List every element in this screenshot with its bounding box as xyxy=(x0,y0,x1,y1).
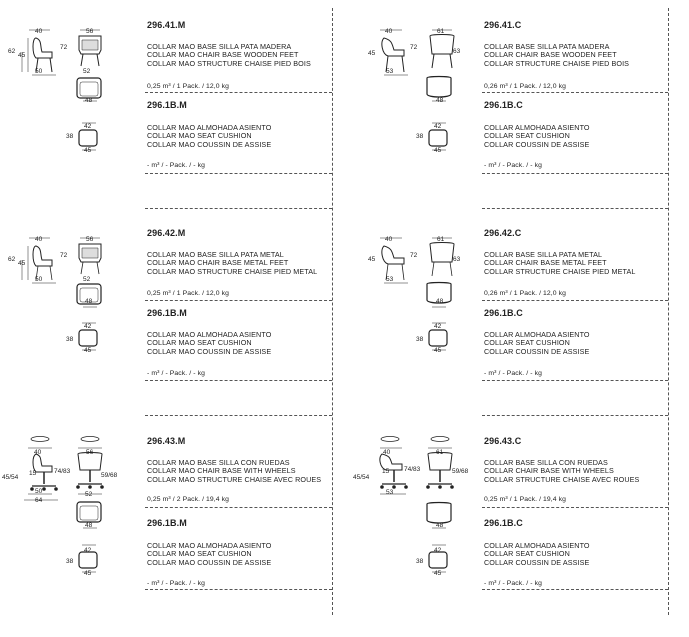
cushion-description: COLLAR MAO ALMOHADA ASIENTO COLLAR MAO SEAT CUSHION COLLAR MAO COUSSIN DE ASSISE xyxy=(147,330,272,356)
dimension-label: 63 xyxy=(453,48,461,55)
dimension-label: 45 xyxy=(368,256,376,263)
product-description: COLLAR BASE SILLA PATA METAL COLLAR CHAIR BASE METAL FEET COLLAR STRUCTURE CHAISE PIED METAL xyxy=(484,250,636,276)
dimension-label: 72 xyxy=(410,44,418,51)
dimension-label: 45 xyxy=(84,147,92,154)
dimension-label: 56 xyxy=(86,28,94,35)
dimension-label: 48 xyxy=(436,298,444,305)
dimension-label: 48 xyxy=(85,298,93,305)
product-code: 296.43.M xyxy=(147,436,186,446)
dimension-label: 50 xyxy=(35,488,43,495)
dimension-label: 45 xyxy=(18,260,26,267)
dimension-label: 50 xyxy=(35,68,43,75)
dimension-label: 45 xyxy=(84,570,92,577)
dimension-label: 61 xyxy=(437,28,445,35)
product-packaging: 0,25 m³ / 1 Pack. / 12,0 kg xyxy=(147,290,230,297)
cushion-code: 296.1B.M xyxy=(147,308,187,318)
product-description: COLLAR MAO BASE SILLA PATA MADERA COLLAR MAO CHAIR BASE WOODEN FEET COLLAR MAO STRUCTURE CHAISE PIED BOIS xyxy=(147,42,311,68)
dimension-label: 56 xyxy=(86,449,94,456)
dimension-label: 59/68 xyxy=(452,468,469,475)
cushion-description: COLLAR ALMOHADA ASIENTO COLLAR SEAT CUSHION COLLAR COUSSIN DE ASSISE xyxy=(484,541,590,567)
product-code: 296.42.M xyxy=(147,228,186,238)
column-divider-right xyxy=(668,8,669,615)
dimension-label: 45 xyxy=(18,52,26,59)
dimension-label: 45/54 xyxy=(2,474,19,481)
dimension-label: 74/83 xyxy=(54,468,71,475)
product-packaging: 0,26 m³ / 1 Pack. / 12,0 kg xyxy=(484,83,567,90)
product-code: 296.43.C xyxy=(484,436,522,446)
dimension-label: 56 xyxy=(86,236,94,243)
cushion-description: COLLAR MAO ALMOHADA ASIENTO COLLAR MAO SEAT CUSHION COLLAR MAO COUSSIN DE ASSISE xyxy=(147,123,272,149)
dimension-label: 48 xyxy=(85,97,93,104)
dimension-label: 48 xyxy=(436,97,444,104)
cushion-code: 296.1B.M xyxy=(147,100,187,110)
product-description: COLLAR BASE SILLA CON RUEDAS COLLAR CHAIR BASE WITH WHEELS COLLAR STRUCTURE CHAISE AVEC ROUES xyxy=(484,458,640,484)
chair-top-view-drawing xyxy=(75,282,105,310)
dimension-label: 59/68 xyxy=(101,472,118,479)
dimension-label: 42 xyxy=(84,123,92,130)
dimension-label: 52 xyxy=(85,491,93,498)
cushion-code: 296.1B.C xyxy=(484,308,523,318)
dimension-label: 53 xyxy=(386,276,394,283)
dimension-label: 15 xyxy=(29,470,37,477)
dimension-label: 61 xyxy=(437,236,445,243)
dimension-label: 52 xyxy=(83,276,91,283)
dimension-label: 45 xyxy=(368,50,376,57)
dimension-label: 72 xyxy=(60,252,68,259)
cushion-code: 296.1B.C xyxy=(484,518,523,528)
cushion-packaging: - m³ / - Pack. / - kg xyxy=(484,580,542,587)
column-divider-left xyxy=(332,8,333,615)
cushion-code: 296.1B.M xyxy=(147,518,187,528)
dimension-label: 38 xyxy=(66,133,74,140)
dimension-label: 72 xyxy=(60,44,68,51)
swivel-chair-front-view-drawing xyxy=(422,434,460,500)
dimension-label: 45/54 xyxy=(353,474,370,481)
cushion-packaging: - m³ / - Pack. / - kg xyxy=(484,370,542,377)
dimension-label: 38 xyxy=(416,558,424,565)
dimension-label: 15 xyxy=(382,468,390,475)
product-packaging: 0,25 m³ / 1 Pack. / 19,4 kg xyxy=(484,496,567,503)
dimension-label: 61 xyxy=(436,449,444,456)
dimension-label: 45 xyxy=(434,570,442,577)
dimension-label: 40 xyxy=(34,449,42,456)
dimension-label: 42 xyxy=(434,547,442,554)
dimension-label: 50 xyxy=(35,276,43,283)
chair-side-view-drawing xyxy=(370,28,420,78)
chair-top-view-drawing xyxy=(424,280,456,310)
product-packaging: 0,25 m³ / 1 Pack. / 12,0 kg xyxy=(147,83,230,90)
dimension-label: 42 xyxy=(84,547,92,554)
product-code: 296.42.C xyxy=(484,228,522,238)
cushion-description: COLLAR ALMOHADA ASIENTO COLLAR SEAT CUSHION COLLAR COUSSIN DE ASSISE xyxy=(484,123,590,149)
cushion-description: COLLAR ALMOHADA ASIENTO COLLAR SEAT CUSHION COLLAR COUSSIN DE ASSISE xyxy=(484,330,590,356)
dimension-label: 38 xyxy=(416,336,424,343)
dimension-label: 38 xyxy=(66,558,74,565)
dimension-label: 63 xyxy=(453,256,461,263)
dimension-label: 40 xyxy=(35,28,43,35)
dimension-label: 40 xyxy=(35,236,43,243)
product-packaging: 0,26 m³ / 1 Pack. / 12,0 kg xyxy=(484,290,567,297)
cushion-description: COLLAR MAO ALMOHADA ASIENTO COLLAR MAO SEAT CUSHION COLLAR MAO COUSSIN DE ASSISE xyxy=(147,541,272,567)
dimension-label: 45 xyxy=(434,347,442,354)
dimension-label: 38 xyxy=(66,336,74,343)
dimension-label: 42 xyxy=(434,323,442,330)
cushion-packaging: - m³ / - Pack. / - kg xyxy=(147,370,205,377)
dimension-label: 53 xyxy=(386,489,394,496)
dimension-label: 40 xyxy=(385,28,393,35)
dimension-label: 42 xyxy=(434,123,442,130)
dimension-label: 53 xyxy=(386,68,394,75)
dimension-label: 48 xyxy=(85,522,93,529)
cushion-packaging: - m³ / - Pack. / - kg xyxy=(484,162,542,169)
dimension-label: 52 xyxy=(83,68,91,75)
dimension-label: 38 xyxy=(416,133,424,140)
dimension-label: 45 xyxy=(84,347,92,354)
chair-side-view-drawing xyxy=(370,236,420,286)
dimension-label: 62 xyxy=(8,48,16,55)
cushion-packaging: - m³ / - Pack. / - kg xyxy=(147,580,205,587)
product-code: 296.41.C xyxy=(484,20,522,30)
product-packaging: 0,25 m³ / 2 Pack. / 19,4 kg xyxy=(147,496,230,503)
dimension-label: 74/83 xyxy=(404,466,421,473)
product-code: 296.41.M xyxy=(147,20,186,30)
dimension-label: 64 xyxy=(35,497,43,504)
dimension-label: 40 xyxy=(385,236,393,243)
cushion-code: 296.1B.C xyxy=(484,100,523,110)
dimension-label: 62 xyxy=(8,256,16,263)
product-description: COLLAR MAO BASE SILLA CON RUEDAS COLLAR MAO CHAIR BASE WITH WHEELS COLLAR MAO STRUCTURE CHAISE AVEC ROUES xyxy=(147,458,322,484)
dimension-label: 42 xyxy=(84,323,92,330)
dimension-label: 48 xyxy=(436,522,444,529)
product-description: COLLAR BASE SILLA PATA MADERA COLLAR CHAIR BASE WOODEN FEET COLLAR STRUCTURE CHAISE PIED BOIS xyxy=(484,42,630,68)
dimension-label: 72 xyxy=(410,252,418,259)
product-description: COLLAR MAO BASE SILLA PATA METAL COLLAR MAO CHAIR BASE METAL FEET COLLAR MAO STRUCTURE CHAISE PIED METAL xyxy=(147,250,318,276)
dimension-label: 40 xyxy=(383,449,391,456)
cushion-packaging: - m³ / - Pack. / - kg xyxy=(147,162,205,169)
dimension-label: 45 xyxy=(434,147,442,154)
